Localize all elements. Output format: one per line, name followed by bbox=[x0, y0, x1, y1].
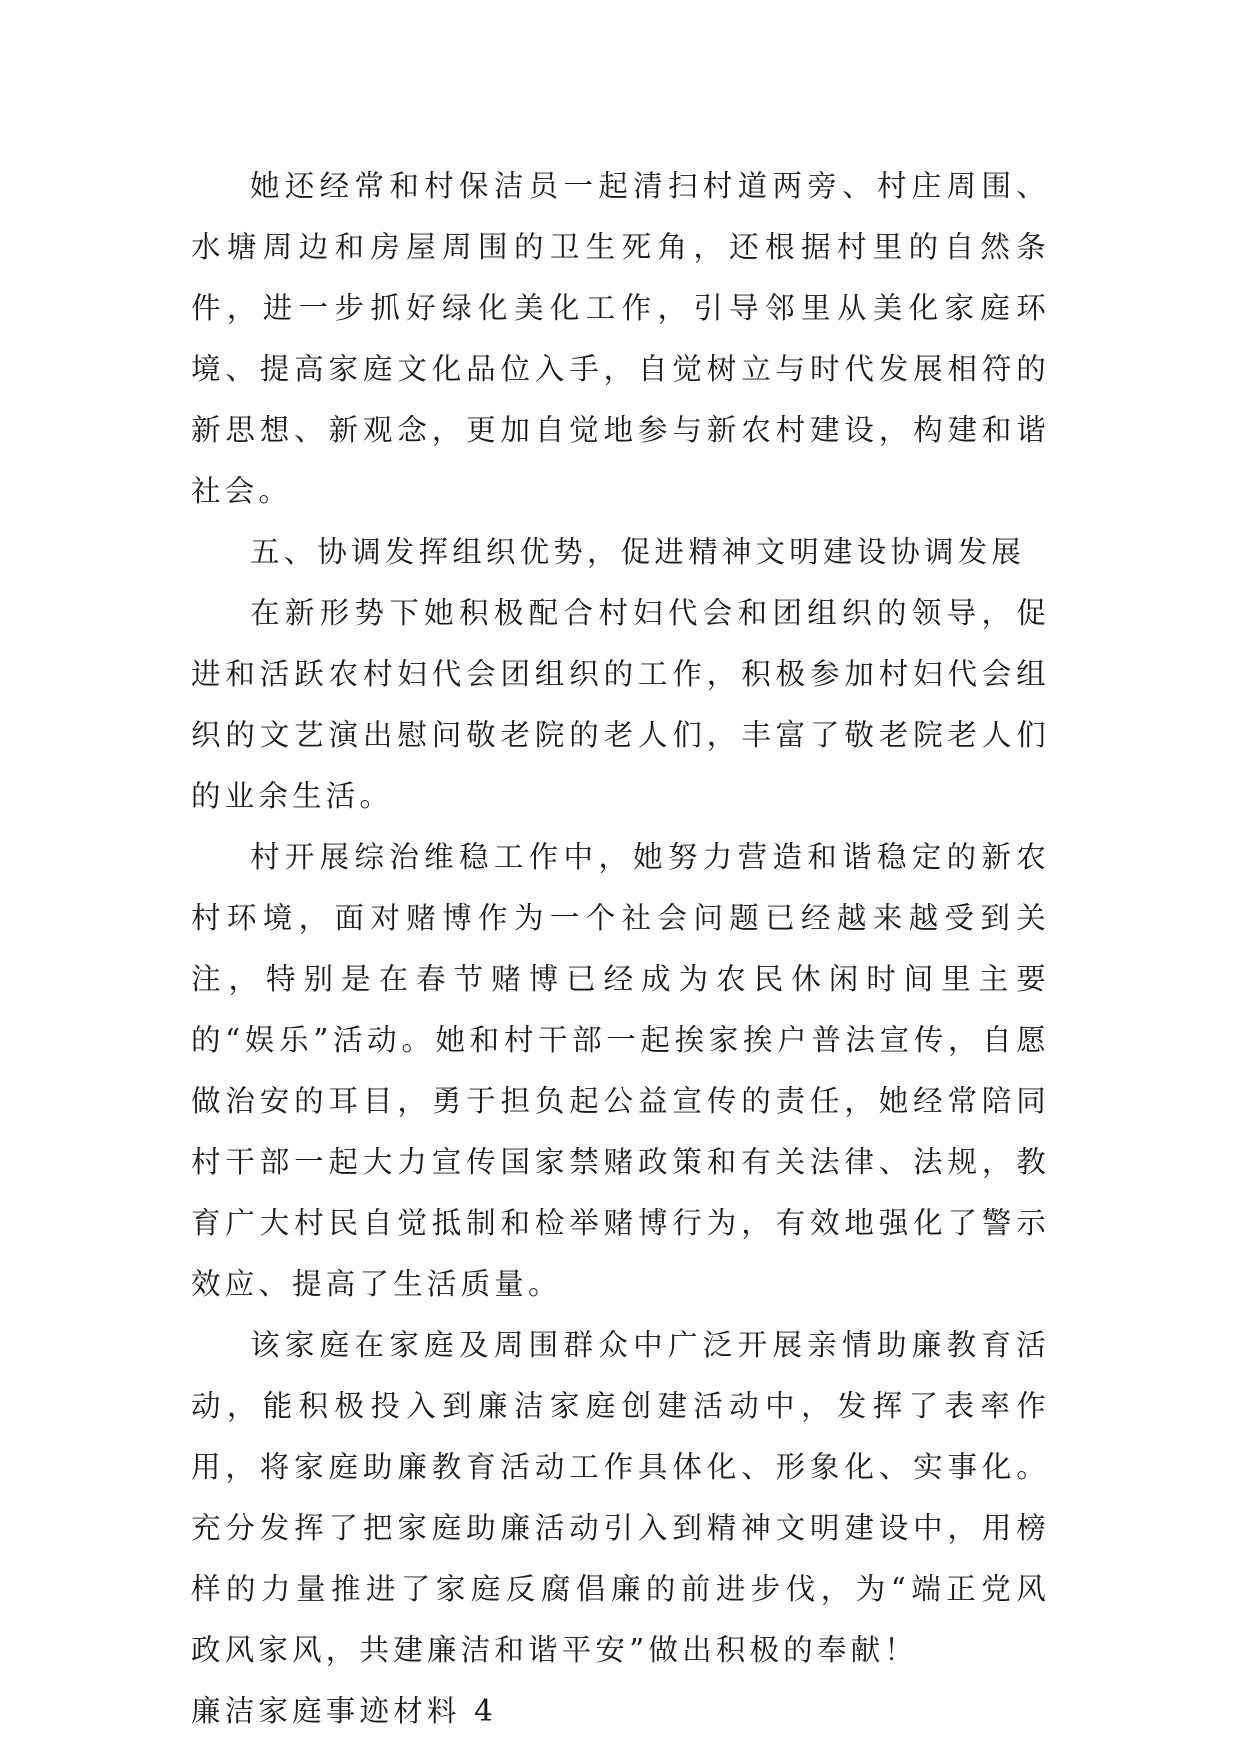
paragraph-sanitation: 她还经常和村保洁员一起清扫村道两旁、村庄周围、水塘周边和房屋周围的卫生死角，还根据村里的自然条件，进一步抓好绿化美化工作，引导邻里从美化家庭环境、提高家庭文化品位入手，自觉树立与时代发展相符的新思想、新观念，更加自觉地参与新农村建设，构建和谐社会。 bbox=[191, 169, 1050, 508]
paragraph-anti-gambling: 村开展综治维稳工作中，她努力营造和谐稳定的新农村环境，面对赌博作为一个社会问题已经越来越受到关注，特别是在春节赌博已经成为农民休闲时间里主要的“娱乐”活动。她和村干部一起挨家挨户普法宣传，自愿做治安的耳目，勇于担负起公益宣传的责任，她经常陪同村干部一起大力宣传国家禁赌政策和有关法律、法规，教育广大村民自觉抵制和检举赌博行为，有效地强化了警示效应、提高了生活质量。 bbox=[191, 840, 1050, 1301]
section-heading-five: 五、协调发挥组织优势，促进精神文明建设协调发展 bbox=[250, 535, 1026, 569]
next-section-title: 廉洁家庭事迹材料 4 bbox=[191, 1694, 498, 1728]
paragraph-organization: 在新形势下她积极配合村妇代会和团组织的领导，促进和活跃农村妇代会团组织的工作，积极参加村妇代会组织的文艺演出慰问敬老院的老人们，丰富了敬老院老人们的业余生活。 bbox=[191, 596, 1050, 813]
paragraph-clean-family: 该家庭在家庭及周围群众中广泛开展亲情助廉教育活动，能积极投入到廉洁家庭创建活动中，发挥了表率作用，将家庭助廉教育活动工作具体化、形象化、实事化。充分发挥了把家庭助廉活动引入到精神文明建设中，用榜样的力量推进了家庭反腐倡廉的前进步伐，为“端正党风政风家风，共建廉洁和谐平安”做出积极的奉献！ bbox=[191, 1328, 1050, 1667]
